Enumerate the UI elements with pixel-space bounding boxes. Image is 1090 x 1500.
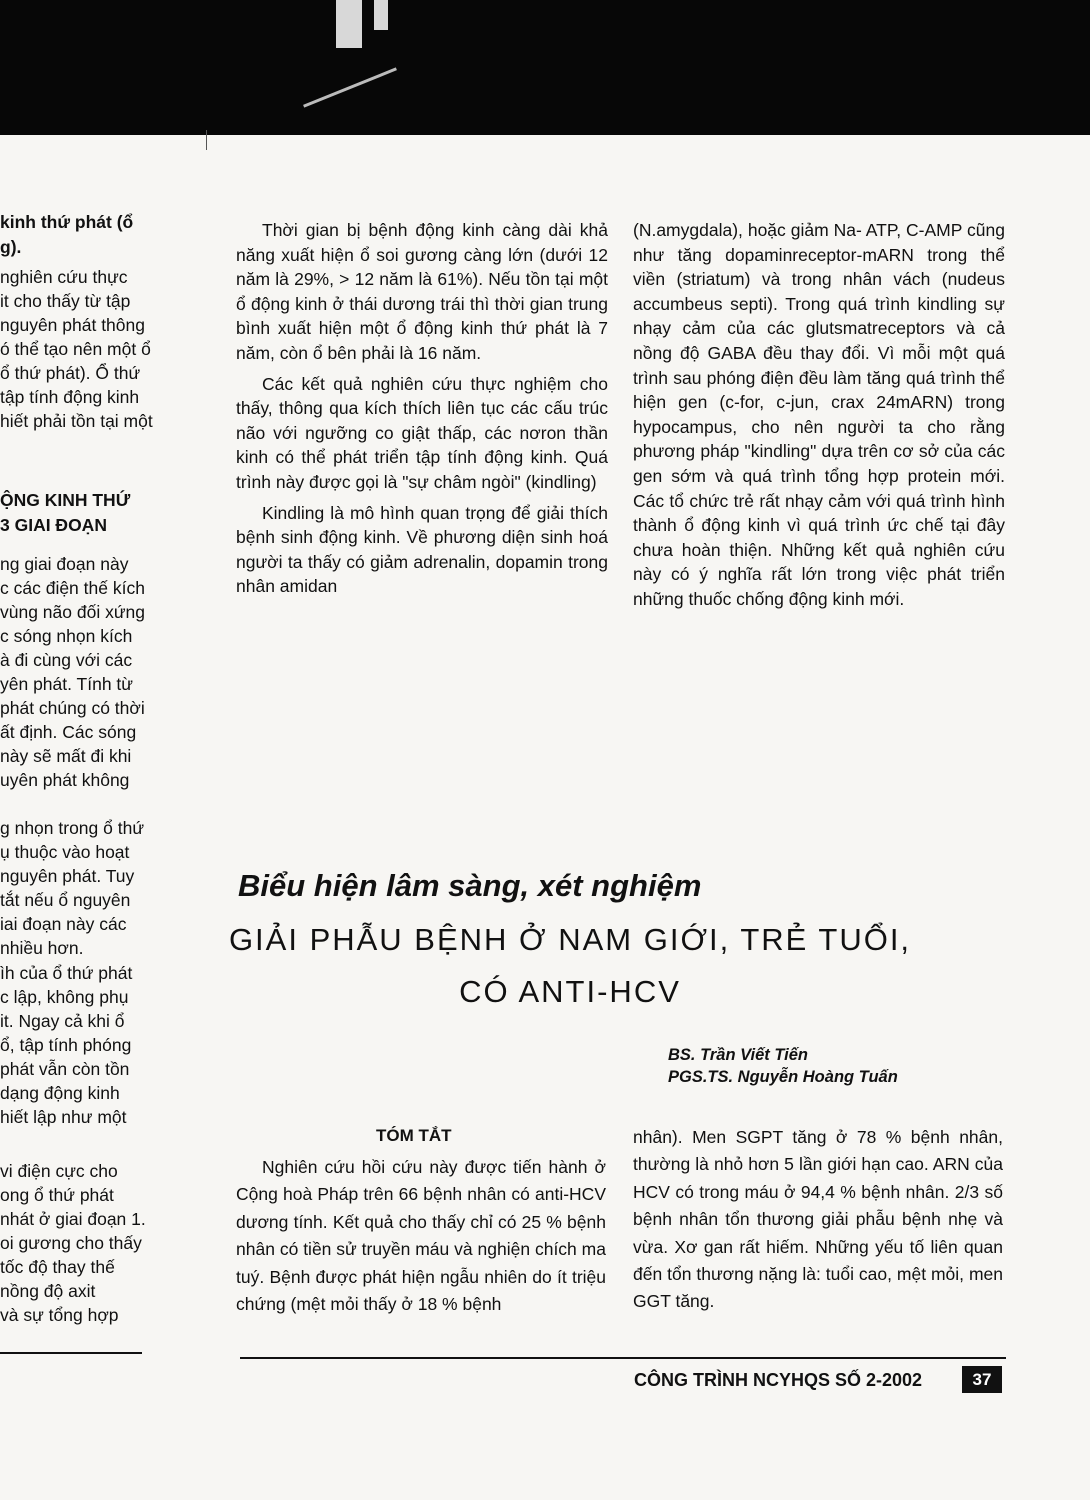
article-title-line2: GIẢI PHẪU BỆNH Ở NAM GIỚI, TRẺ TUỔI, [228, 922, 912, 957]
paragraph: Các kết quả nghiên cứu thực nghiệm cho thấy, thông qua kích thích liên tục các cấu trúc não với ngưỡng co giật thấp, các nơron thần kinh có thể phát triển tập tính động kinh. Quá trình này được gọi là "sự châm ngòi" (kindling) [236, 373, 608, 492]
photo-highlight [374, 0, 388, 30]
left-fragment-line: yên phát. Tính từ [0, 674, 134, 694]
left-fragment-line: hiết phải tồn tại một [0, 411, 153, 431]
left-fragment-line: này sẽ mất đi khi [0, 746, 132, 766]
left-fragment-line: nồng độ axit [0, 1281, 96, 1301]
left-fragment-line: vi điện cực cho [0, 1161, 118, 1181]
author-block [668, 1044, 898, 1088]
left-fragment-line: dạng động kinh [0, 1083, 120, 1103]
article-title-line1: Biểu hiện lâm sàng, xét nghiệm [238, 868, 702, 903]
column-divider [206, 130, 207, 150]
left-fragment-line: nhiều hơn. [0, 938, 84, 958]
left-fragment-line: kinh thứ phát (ổ [0, 212, 134, 232]
left-fragment-line: tốc độ thay thế [0, 1257, 115, 1277]
paragraph: Kindling là mô hình quan trọng để giải thích bệnh sinh động kinh. Về phương diện sinh hoá người ta thấy có giảm adrenalin, dopamin trong nhân amidan [236, 502, 608, 597]
left-fragment-line: ỘNG KINH THỨ [0, 490, 131, 510]
photo-highlight [336, 0, 362, 48]
left-fragment-line: hiết lập như một [0, 1107, 127, 1127]
right-column-text [633, 218, 1005, 618]
author-name: PGS.TS. Nguyễn Hoàng Tuấn [668, 1068, 898, 1086]
middle-column-text [236, 218, 608, 605]
left-fragment-line: uyên phát không [0, 770, 130, 790]
paragraph: (N.amygdala), hoặc giảm Na- ATP, C-AMP cũng như tăng dopaminreceptor-mARN trong thể viền (striatum) và trong nhân vách (nudeus accumbeus septi). Trong quá trình kindling sự nhạy cảm của các glutsmatreceptors và cả nồng độ GABA đều thay đổi. Vì mỗi một quá trình sau phóng điện đều làm tăng quá trình thể hiện gen (c-for, c-jun, crax 24mARN) trong hypocampus, cho nên người ta cho rằng phương pháp "kindling" dựa trên cơ sở của các gen sớm và quá trình tổng hợp protein mới. Các tổ chức trẻ rất nhạy cảm với quá trình hình thành ổ động kinh vì quá trình ức chế tại đây chưa hoàn thiện. Những kết quả nghiên cứu này có ý nghĩa rất lớn trong việc phát triển những thuốc chống động kinh mới. [633, 220, 1005, 609]
section-heading: TÓM TẮT [376, 1126, 452, 1145]
left-fragment-line: iai đoạn này các [0, 914, 127, 934]
left-fragment-line: oi gương cho thấy [0, 1233, 142, 1253]
left-fragment-line: c lập, không phụ [0, 987, 129, 1007]
page-number: 37 [962, 1366, 1002, 1393]
left-fragment-line: nguyên phát thông [0, 315, 145, 335]
left-fragment-line: ó thể tạo nên một ổ [0, 339, 151, 359]
left-fragment-line: ụ thuộc vào hoạt [0, 842, 130, 862]
left-fragment-line: it cho thấy từ tập [0, 291, 131, 311]
top-photo-band [0, 0, 1090, 135]
left-fragment-line: g nhọn trong ổ thứ [0, 818, 145, 838]
left-fragment-line: it. Ngay cả khi ổ [0, 1011, 125, 1031]
left-fragment-line: tắt nếu ổ nguyên [0, 890, 131, 910]
paragraph: Nghiên cứu hồi cứu này được tiến hành ở Cộng hoà Pháp trên 66 bệnh nhân có anti-HCV dương tính. Kết quả cho thấy chỉ có 25 % bệnh nhân có tiền sử truyền máu và nghiện chích ma tuý. Bệnh được phát hiện ngẫu nhiên do ít triệu chứng (mệt mỏi thấy ở 18 % bệnh [236, 1157, 606, 1315]
left-fragment-line: c các điện thế kích [0, 578, 145, 598]
left-fragment-line: nguyên phát. Tuy [0, 866, 135, 886]
left-column-rule [0, 1352, 142, 1354]
left-fragment-line: 3 GIAI ĐOẠN [0, 515, 107, 535]
left-fragment-line: ong ổ thứ phát [0, 1185, 114, 1205]
left-fragment-line: g). [0, 237, 22, 257]
left-fragment-line: ng giai đoạn này [0, 554, 129, 574]
left-fragment-line: nhát ở giai đoạn 1. [0, 1209, 146, 1229]
left-fragment-line: tập tính động kinh [0, 387, 140, 407]
article-title-line3: CÓ ANTI-HCV [459, 974, 681, 1009]
left-fragment-line: phát vẫn còn tồn [0, 1059, 130, 1079]
left-fragment-line: nghiên cứu thực [0, 267, 128, 287]
left-fragment-line: phát chúng có thời [0, 698, 145, 718]
paragraph: nhân). Men SGPT tăng ở 78 % bệnh nhân, thường là nhỏ hơn 5 lần giới hạn cao. ARN của HCV có trong máu ở 94,4 % bệnh nhân. 2/3 số bệnh nhân tổn thương giải phẫu bệnh nhẹ và vừa. Xơ gan rất hiếm. Những yếu tố liên quan đến tổn thương nặng là: tuổi cao, mệt mỏi, men GGT tăng. [633, 1127, 1003, 1312]
abstract-right-column [633, 1124, 1003, 1316]
paragraph: Thời gian bị bệnh động kinh càng dài khả năng xuất hiện ổ soi gương càng lớn (dưới 12 năm là 29%, > 12 năm là 61%). Nếu tồn tại một ổ động kinh ở thái dương trái thì thời gian trung bình xuất hiện một ổ động kinh thứ phát là 7 năm, còn ổ bên phải là 16 năm. [236, 220, 608, 363]
left-fragment-line: ìh của ổ thứ phát [0, 963, 133, 983]
left-fragment-line: à đi cùng với các [0, 650, 133, 670]
journal-footer: CÔNG TRÌNH NCYHQS SỐ 2-2002 [634, 1370, 923, 1390]
left-fragment-line: ổ thứ phát). Ổ thứ [0, 363, 141, 383]
photo-highlight [303, 67, 397, 107]
left-fragment-line: c sóng nhọn kích [0, 626, 133, 646]
left-fragment-line: và sự tổng hợp [0, 1305, 119, 1325]
footer-rule [240, 1357, 1006, 1359]
left-fragment-line: ổ, tập tính phóng [0, 1035, 132, 1055]
author-name: BS. Trần Viết Tiến [668, 1046, 808, 1064]
abstract-left-column [236, 1154, 606, 1318]
left-fragment-line: vùng não đối xứng [0, 602, 146, 622]
left-fragment-line: ất định. Các sóng [0, 722, 137, 742]
